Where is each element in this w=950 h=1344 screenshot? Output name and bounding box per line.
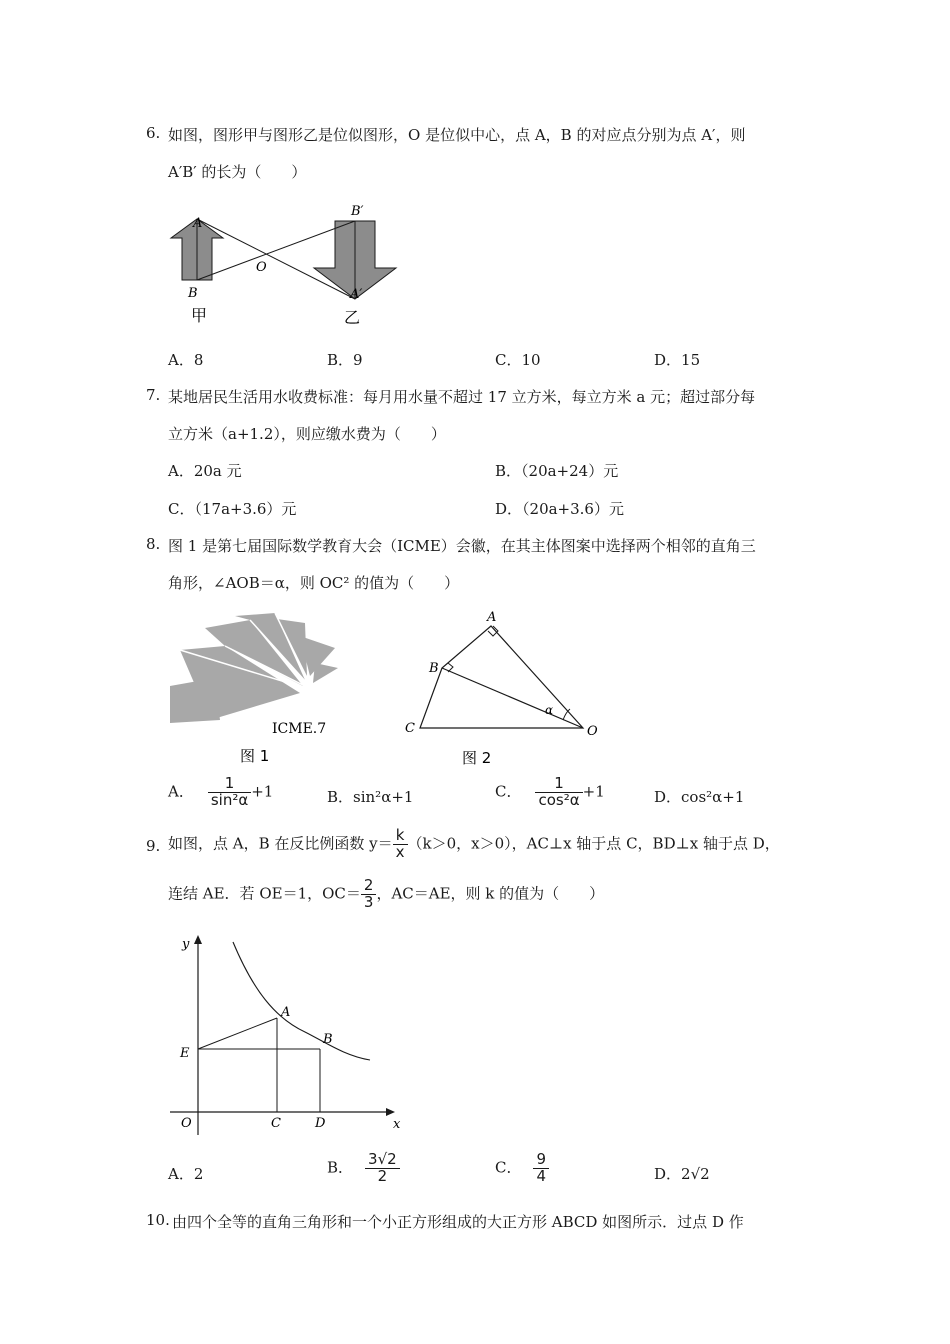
q8-option-d[interactable]: D．cos²α+1 bbox=[654, 788, 745, 806]
fraction-denominator: 3 bbox=[363, 892, 374, 911]
q7-option-d[interactable]: D．（20a+3.6）元 bbox=[495, 500, 624, 518]
triangle-outline bbox=[420, 626, 583, 728]
q9-stem-text-c: 连结 AE．若 OE＝1，OC＝ bbox=[168, 884, 361, 903]
q8-stem-line1: 图 1 是第七届国际数学教育大会（ICME）会徽，在其主体图案中选择两个相邻的直角三 bbox=[168, 537, 756, 555]
fraction-numerator: 3√2 bbox=[365, 1152, 400, 1169]
q9-inverse-function-figure bbox=[165, 930, 405, 1145]
fraction-numerator: k bbox=[393, 828, 408, 845]
q8-icme-logo-figure bbox=[165, 608, 350, 768]
option-letter: B． bbox=[327, 1158, 354, 1177]
q7-stem-line1: 某地居民生活用水收费标准：每月用水量不超过 17 立方米，每立方米 a 元；超过部分每 bbox=[168, 388, 756, 406]
q6-option-b[interactable]: B．9 bbox=[327, 351, 363, 369]
label-o: O bbox=[181, 1116, 192, 1131]
icme-logo-spiral bbox=[170, 613, 338, 723]
q6-homothety-figure bbox=[160, 196, 420, 336]
hyperbola-curve bbox=[233, 942, 370, 1060]
label-yi: 乙 bbox=[344, 308, 361, 327]
q6-option-a[interactable]: A．8 bbox=[168, 351, 204, 369]
q8-triangle-figure bbox=[398, 604, 608, 770]
q9-option-c[interactable] bbox=[495, 1152, 549, 1185]
q7-option-c[interactable]: C．（17a+3.6）元 bbox=[168, 500, 297, 518]
fraction-denominator: x bbox=[395, 842, 405, 861]
q8-stem-line2: 角形，∠AOB＝α，则 OC² 的值为（ ） bbox=[168, 574, 460, 592]
q9-stem-text-d: ，AC＝AE，则 k 的值为（ ） bbox=[376, 884, 605, 903]
label-jia: 甲 bbox=[191, 306, 208, 325]
label-d: D bbox=[315, 1116, 326, 1131]
q6-option-d[interactable]: D．15 bbox=[654, 351, 701, 369]
q6-number: 6. bbox=[146, 124, 161, 142]
angle-arc-o bbox=[563, 709, 570, 720]
line-a-a2 bbox=[197, 219, 355, 299]
label-alpha: α bbox=[545, 703, 554, 717]
label-y: y bbox=[182, 937, 190, 952]
fig2-label: 图 2 bbox=[462, 749, 492, 767]
q7-option-a[interactable]: A．20a 元 bbox=[168, 462, 242, 480]
q9-stem-line2 bbox=[168, 878, 604, 911]
segment-bo bbox=[442, 668, 583, 728]
q6-stem-line1: 如图，图形甲与图形乙是位似图形，O 是位似中心，点 A，B 的对应点分别为点 A′，则 bbox=[168, 126, 746, 144]
segment-ae bbox=[198, 1018, 277, 1049]
label-o: O bbox=[587, 724, 598, 739]
option-letter: C． bbox=[495, 1158, 522, 1177]
option-tail: +1 bbox=[582, 782, 605, 801]
icme-caption: ICME.7 bbox=[272, 721, 327, 737]
option-tail: +1 bbox=[251, 782, 274, 801]
right-angle-b bbox=[448, 663, 453, 672]
label-b: B bbox=[188, 286, 198, 301]
q7-stem-line2: 立方米（a+1.2），则应缴水费为（ ） bbox=[168, 425, 446, 443]
option-letter: C． bbox=[495, 782, 522, 801]
label-a: A bbox=[281, 1005, 291, 1020]
fraction-numerator: 9 bbox=[533, 1152, 549, 1169]
q9-stem-text-a: 如图，点 A，B 在反比例函数 y＝ bbox=[168, 834, 393, 853]
fig1-label: 图 1 bbox=[240, 747, 270, 765]
q8-number: 8. bbox=[146, 535, 161, 553]
option-letter: A． bbox=[168, 782, 194, 801]
fraction-numerator: 1 bbox=[208, 776, 251, 793]
x-axis-arrow-icon bbox=[386, 1108, 395, 1116]
q9-stem-line1 bbox=[168, 828, 780, 861]
fraction-numerator: 1 bbox=[535, 776, 582, 793]
label-c: C bbox=[405, 721, 415, 736]
label-c: C bbox=[271, 1116, 281, 1131]
q9-number: 9. bbox=[146, 837, 161, 855]
q7-option-b[interactable]: B．（20a+24）元 bbox=[495, 462, 619, 480]
label-a: A bbox=[193, 216, 203, 231]
label-a-prime: A′ bbox=[350, 287, 363, 302]
label-b: B bbox=[429, 661, 439, 676]
q10-number: 10. bbox=[146, 1211, 170, 1229]
fraction-numerator: 2 bbox=[361, 878, 377, 895]
label-x: x bbox=[393, 1117, 401, 1132]
fraction-denominator: 2 bbox=[377, 1166, 388, 1185]
q6-stem-line2: A′B′ 的长为（ ） bbox=[168, 163, 307, 181]
q9-option-b[interactable] bbox=[327, 1152, 400, 1185]
y-axis-arrow-icon bbox=[194, 935, 202, 944]
label-a: A bbox=[487, 610, 497, 625]
q8-option-a[interactable] bbox=[168, 776, 273, 809]
fraction-denominator: cos²α bbox=[538, 790, 580, 809]
q9-option-a[interactable]: A．2 bbox=[168, 1165, 204, 1183]
label-b: B bbox=[323, 1032, 333, 1047]
q9-option-d[interactable]: D．2√2 bbox=[654, 1165, 710, 1183]
q6-option-c[interactable]: C．10 bbox=[495, 351, 541, 369]
q8-option-c[interactable] bbox=[495, 776, 605, 809]
fraction-denominator: sin²α bbox=[210, 790, 249, 809]
q7-number: 7. bbox=[146, 386, 161, 404]
q8-option-b[interactable]: B．sin²α+1 bbox=[327, 788, 414, 806]
label-o: O bbox=[256, 260, 267, 275]
q10-stem-line1: 由四个全等的直角三角形和一个小正方形组成的大正方形 ABCD 如图所示．过点 D 作 bbox=[172, 1213, 744, 1231]
label-e: E bbox=[180, 1046, 190, 1061]
fraction-denominator: 4 bbox=[536, 1166, 547, 1185]
q9-stem-text-b: （k＞0，x＞0），AC⊥x 轴于点 C，BD⊥x 轴于点 D， bbox=[407, 834, 780, 853]
label-b-prime: B′ bbox=[351, 204, 364, 219]
